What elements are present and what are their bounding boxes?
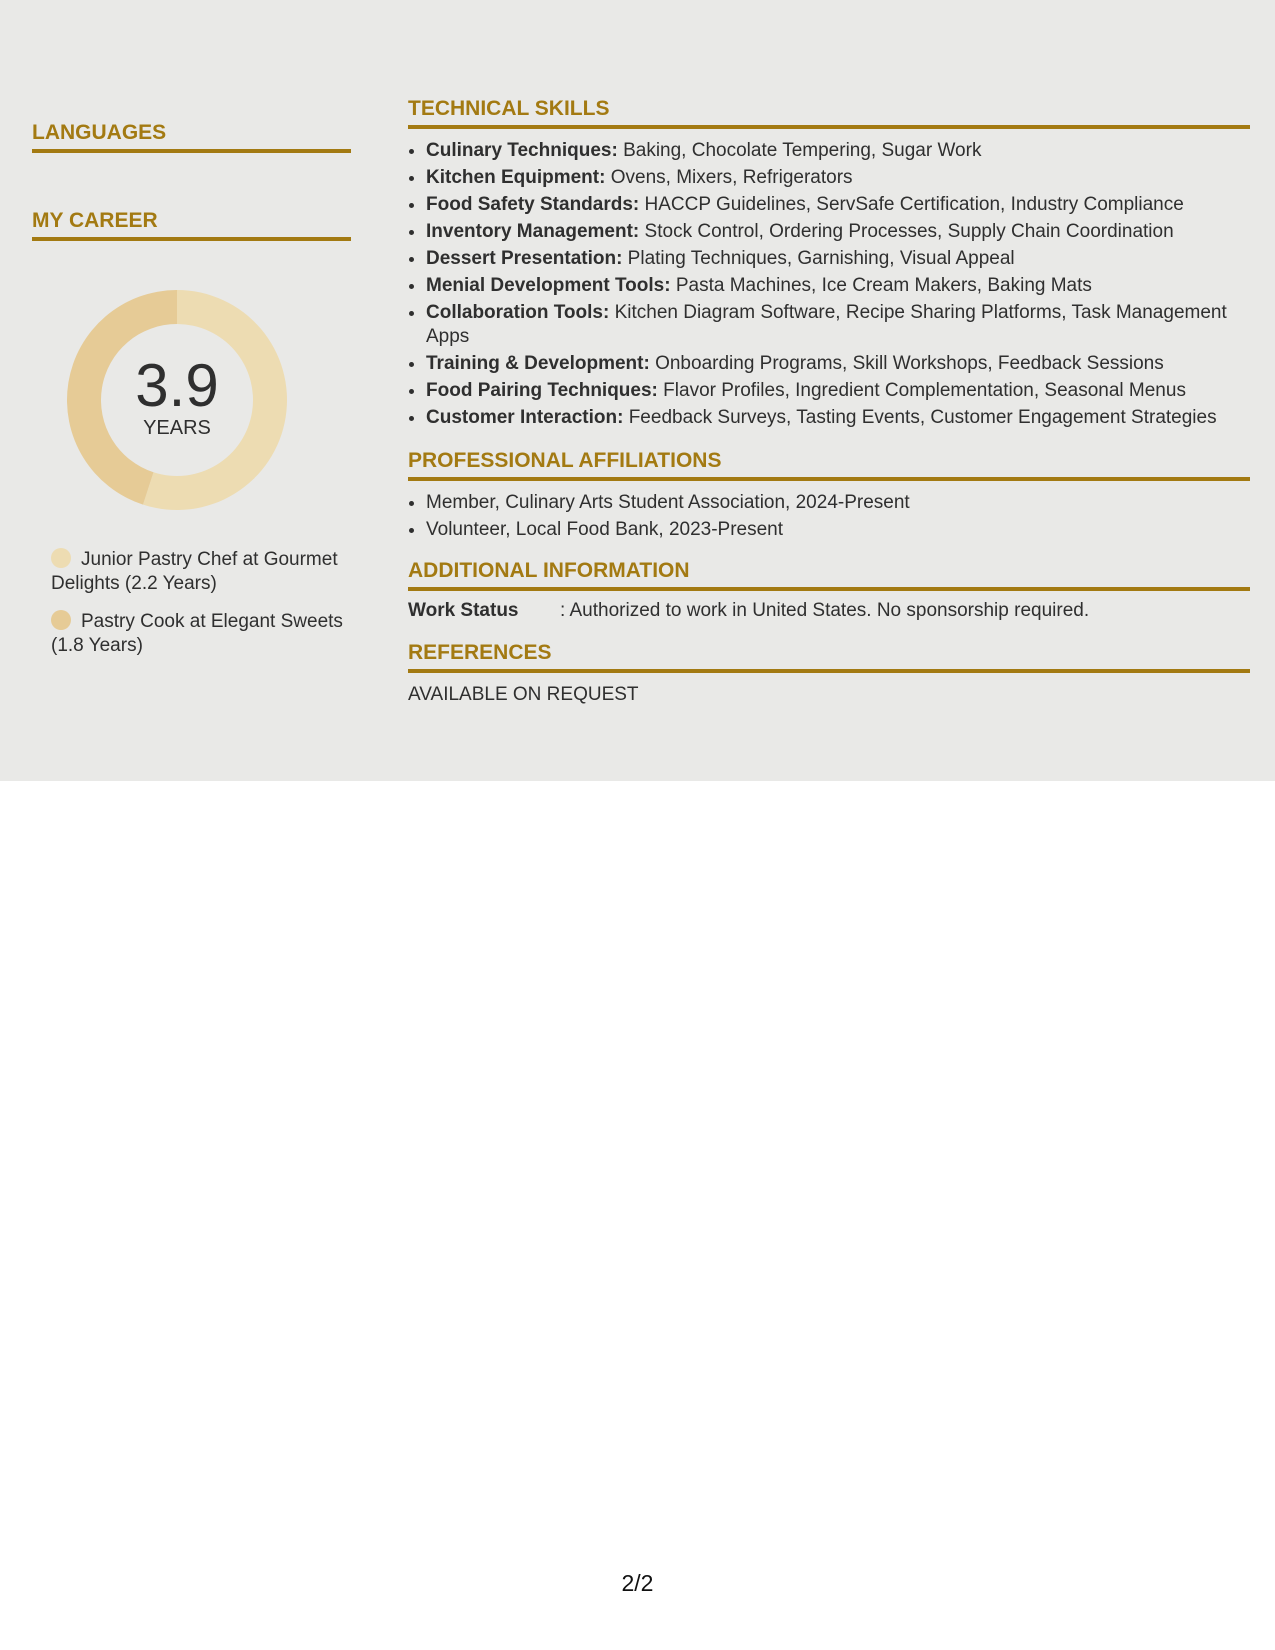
professional-affiliations-section	[408, 448, 1250, 545]
skill-label: Collaboration Tools:	[426, 302, 610, 323]
technical-skills-title: TECHNICAL SKILLS	[408, 96, 1250, 129]
skill-label: Training & Development:	[426, 353, 650, 374]
career-legend	[51, 548, 351, 672]
list-item	[426, 247, 1250, 271]
skill-label: Kitchen Equipment:	[426, 167, 606, 188]
skill-label: Inventory Management:	[426, 221, 640, 242]
skill-label: Culinary Techniques:	[426, 140, 618, 161]
affiliations-title: PROFESSIONAL AFFILIATIONS	[408, 448, 1250, 481]
skill-text: Plating Techniques, Garnishing, Visual Appeal	[622, 248, 1015, 269]
career-section	[32, 208, 351, 241]
technical-skills-section	[408, 96, 1250, 433]
skill-label: Customer Interaction:	[426, 407, 624, 428]
additional-information-title: ADDITIONAL INFORMATION	[408, 558, 1250, 591]
list-item	[426, 139, 1250, 163]
skill-text: Ovens, Mixers, Refrigerators	[605, 167, 853, 188]
technical-skills-list	[408, 139, 1250, 430]
skill-text: Flavor Profiles, Ingredient Complementation, Seasonal Menus	[657, 380, 1186, 401]
list-item	[426, 220, 1250, 244]
legend-dot	[51, 610, 71, 630]
page-number: 2/2	[621, 1570, 654, 1596]
references-section	[408, 640, 1250, 707]
references-title: REFERENCES	[408, 640, 1250, 673]
donut-center	[67, 290, 287, 510]
career-total-value: 3.9	[135, 352, 219, 419]
work-status-value: : Authorized to work in United States. No sponsorship required.	[560, 600, 1090, 621]
legend-dot	[51, 548, 71, 568]
career-total-unit: YEARS	[143, 417, 211, 439]
career-title: MY CAREER	[32, 208, 351, 241]
list-item: • Member, Culinary Arts Student Association, 2024-Present	[426, 491, 1250, 515]
legend-item	[51, 610, 351, 658]
skill-label: Food Pairing Techniques:	[426, 380, 658, 401]
skill-label: Food Safety Standards:	[426, 194, 640, 215]
skill-text: Onboarding Programs, Skill Workshops, Feedback Sessions	[649, 353, 1164, 374]
list-item: • Volunteer, Local Food Bank, 2023-Present	[426, 518, 1250, 542]
references-text: AVAILABLE ON REQUEST	[408, 684, 639, 705]
list-item	[426, 379, 1250, 403]
languages-section	[32, 120, 351, 153]
skill-text: Stock Control, Ordering Processes, Supply Chain Coordination	[639, 221, 1174, 242]
list-item	[426, 274, 1250, 298]
work-status-row	[408, 599, 1250, 623]
legend-label: Pastry Cook at Elegant Sweets (1.8 Years)	[51, 611, 343, 656]
list-item	[426, 406, 1250, 430]
list-item	[426, 301, 1250, 349]
list-item	[426, 352, 1250, 376]
languages-title: LANGUAGES	[32, 120, 351, 153]
list-item	[426, 166, 1250, 190]
list-item	[426, 193, 1250, 217]
skill-text: HACCP Guidelines, ServSafe Certification, Industry Compliance	[639, 194, 1184, 215]
skill-label: Menial Development Tools:	[426, 275, 671, 296]
legend-item	[51, 548, 351, 596]
affiliations-list	[408, 491, 1250, 542]
additional-information-section	[408, 558, 1250, 623]
skill-text: Pasta Machines, Ice Cream Makers, Baking Mats	[670, 275, 1092, 296]
skill-label: Dessert Presentation:	[426, 248, 623, 269]
skill-text: Baking, Chocolate Tempering, Sugar Work	[617, 140, 982, 161]
work-status-label: Work Status	[408, 600, 519, 621]
skill-text: Kitchen Diagram Software, Recipe Sharing Platforms, Task Management Apps	[426, 302, 1227, 347]
skill-text: Feedback Surveys, Tasting Events, Customer Engagement Strategies	[623, 407, 1217, 428]
legend-label: Junior Pastry Chef at Gourmet Delights (2.2 Years)	[51, 549, 338, 594]
